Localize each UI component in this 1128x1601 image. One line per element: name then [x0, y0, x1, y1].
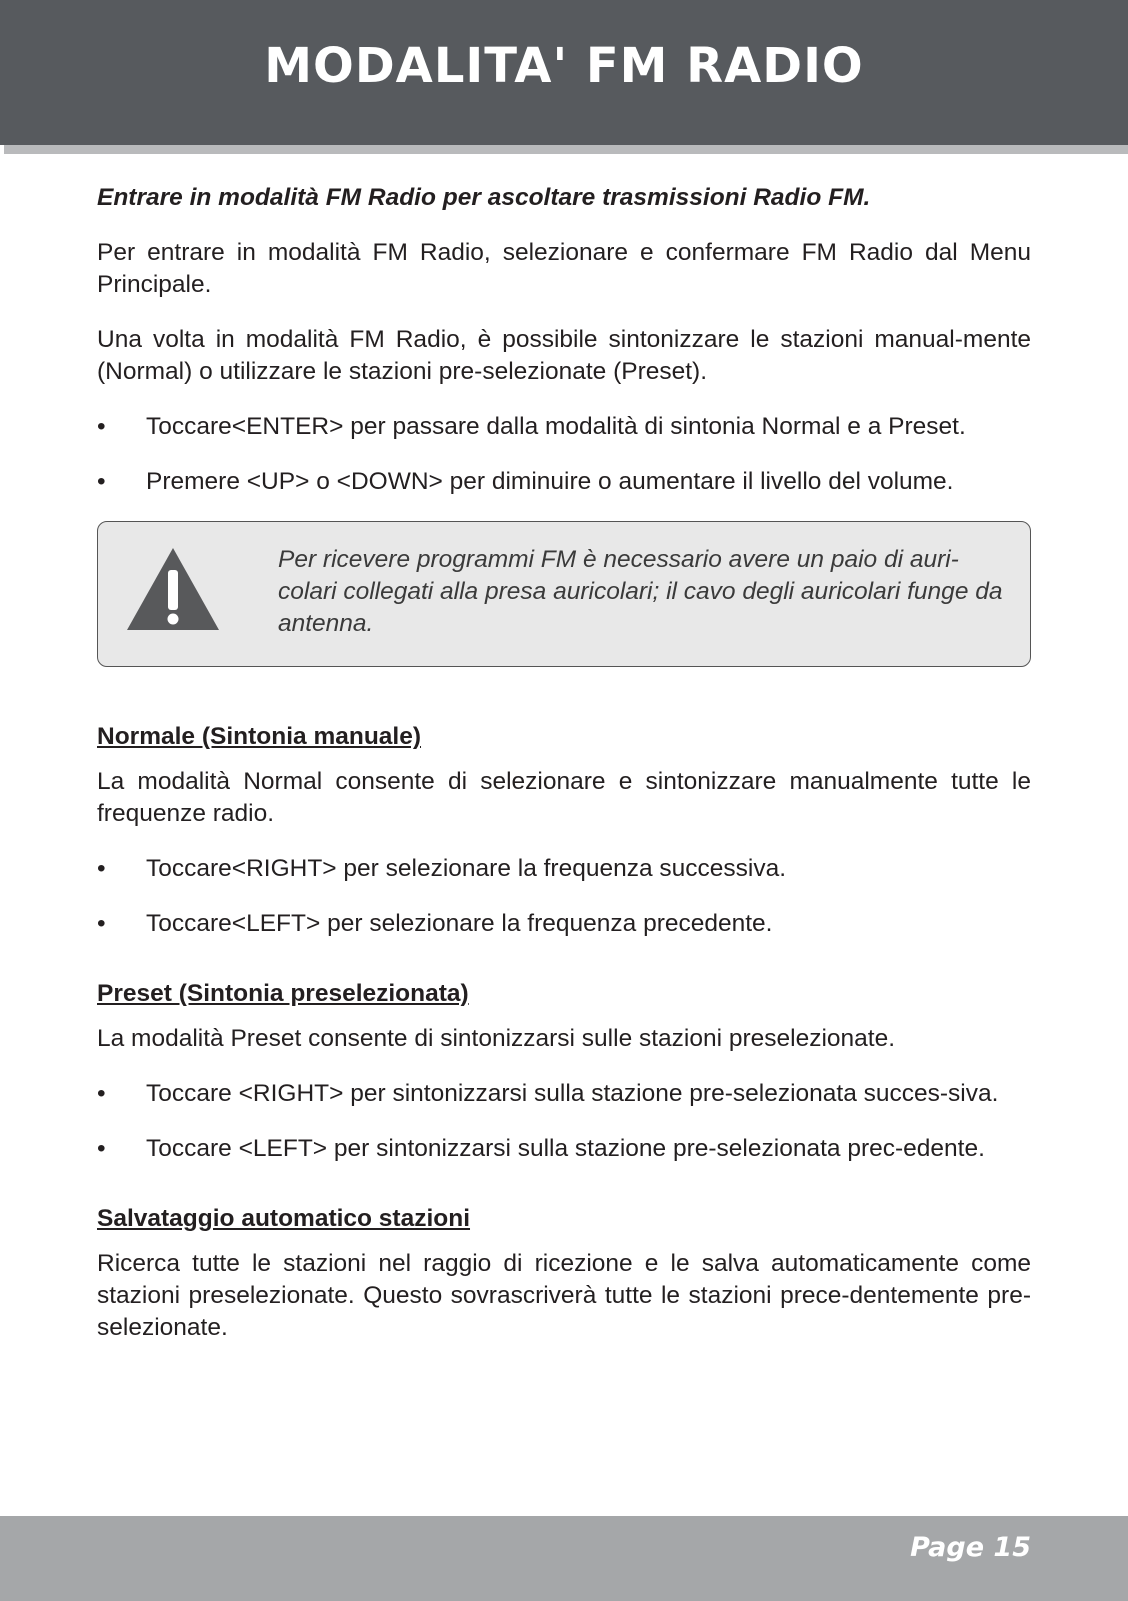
page-footer: [0, 1516, 1128, 1601]
list-item: [97, 1133, 1031, 1165]
section-heading-normal: Normale (Sintonia manuale): [97, 723, 422, 750]
bullet-icon: •: [97, 855, 106, 882]
list-item-text: Toccare <LEFT> per sintonizzarsi sulla stazione pre-selezionata prec-edente.: [146, 1135, 985, 1162]
bullet-icon: •: [97, 413, 106, 440]
paragraph: Per entrare in modalità FM Radio, selezionare e confermare FM Radio dal Menu Principale.: [97, 239, 1031, 298]
section-text: La modalità Normal consente di selezionare e sintonizzare manualmente tutte le frequenze radio.: [97, 768, 1031, 827]
list-item: [97, 411, 1031, 443]
section-heading-autosave: Salvataggio automatico stazioni: [97, 1205, 471, 1232]
header-divider: [4, 145, 1128, 154]
paragraph: Una volta in modalità FM Radio, è possibile sintonizzare le stazioni manual-mente (Normal) o utilizzare le stazioni pre-selezionate (Preset).: [97, 326, 1031, 385]
warning-note: [97, 521, 1031, 667]
list-item-text: Toccare<LEFT> per selezionare la frequenza precedente.: [146, 910, 773, 937]
bullet-icon: •: [97, 910, 106, 937]
page-content: [97, 182, 1031, 1367]
list-item-text: Toccare<ENTER> per passare dalla modalità di sintonia Normal e a Preset.: [146, 413, 966, 440]
page-title: MODALITA' FM RADIO: [264, 38, 864, 94]
list-item-text: Toccare <RIGHT> per sintonizzarsi sulla stazione pre-selezionata succes-siva.: [146, 1080, 999, 1107]
bullet-icon: •: [97, 468, 106, 495]
section-heading-preset: Preset (Sintonia preselezionata): [97, 980, 469, 1007]
bullet-icon: •: [97, 1080, 106, 1107]
list-item: [97, 1078, 1031, 1110]
page-header: [0, 0, 1128, 145]
list-item: [97, 853, 1031, 885]
list-item: [97, 466, 1031, 498]
bullet-icon: •: [97, 1135, 106, 1162]
warning-triangle-icon: [123, 544, 223, 634]
intro-text: Entrare in modalità FM Radio per ascoltare trasmissioni Radio FM.: [97, 184, 871, 211]
list-item-text: Premere <UP> o <DOWN> per diminuire o aumentare il livello del volume.: [146, 468, 954, 495]
section-text: Ricerca tutte le stazioni nel raggio di ricezione e le salva automaticamente come stazioni preselezionate. Questo sovrascriverà tutte le stazioni prece-dentemente pre-selezionate.: [97, 1250, 1031, 1341]
section-text: La modalità Preset consente di sintonizzarsi sulle stazioni preselezionate.: [97, 1025, 896, 1052]
list-item-text: Toccare<RIGHT> per selezionare la frequenza successiva.: [146, 855, 787, 882]
warning-text: Per ricevere programmi FM è necessario avere un paio di auri-colari collegati alla presa auricolari; il cavo degli auricolari funge da antenna.: [278, 546, 1003, 637]
list-item: [97, 908, 1031, 940]
page-number: Page 15: [910, 1532, 1031, 1563]
